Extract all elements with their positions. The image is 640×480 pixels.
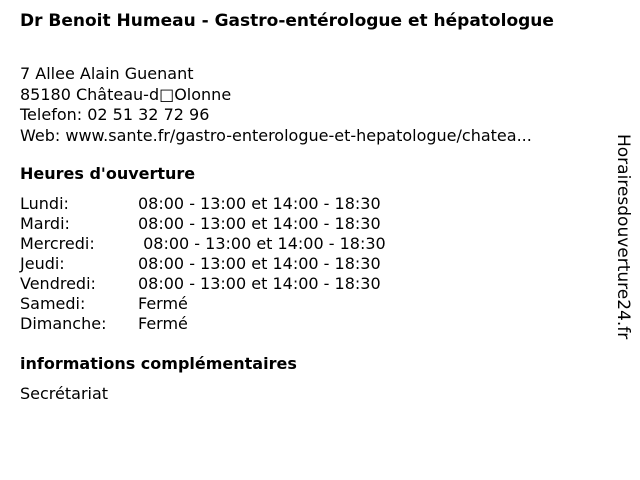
opening-hours-heading: Heures d'ouverture: [20, 164, 196, 183]
day-hours: Fermé: [138, 314, 188, 333]
day-label: Lundi:: [20, 194, 69, 213]
day-label: Mardi:: [20, 214, 70, 233]
watermark-text: Horairesdouverture24.fr: [613, 134, 633, 340]
additional-info-heading: informations complémentaires: [20, 354, 297, 373]
doctor-title: Dr Benoit Humeau - Gastro-entérologue et hépatologue: [20, 11, 554, 31]
address-street: 7 Allee Alain Guenant: [20, 64, 194, 83]
website-link: Web: www.sante.fr/gastro-enterologue-et-hepatologue/chatea...: [20, 125, 532, 145]
day-hours: 08:00 - 13:00 et 14:00 - 18:30: [138, 274, 381, 293]
additional-info-text: Secrétariat: [20, 384, 109, 403]
phone-number: Telefon: 02 51 32 72 96: [20, 105, 210, 124]
day-label: Vendredi:: [20, 274, 96, 293]
day-label: Dimanche:: [20, 314, 107, 333]
address-city: 85180 Château-d□Olonne: [20, 84, 232, 104]
day-hours: 08:00 - 13:00 et 14:00 - 18:30: [138, 234, 386, 253]
day-label: Jeudi:: [20, 254, 65, 273]
day-hours: Fermé: [138, 294, 188, 313]
day-label: Mercredi:: [20, 234, 95, 253]
day-label: Samedi:: [20, 294, 86, 313]
address-block: [20, 64, 600, 146]
day-hours: 08:00 - 13:00 et 14:00 - 18:30: [138, 254, 381, 273]
day-hours: 08:00 - 13:00 et 14:00 - 18:30: [138, 194, 381, 213]
site-watermark: [612, 134, 634, 394]
day-hours: 08:00 - 13:00 et 14:00 - 18:30: [138, 214, 381, 233]
